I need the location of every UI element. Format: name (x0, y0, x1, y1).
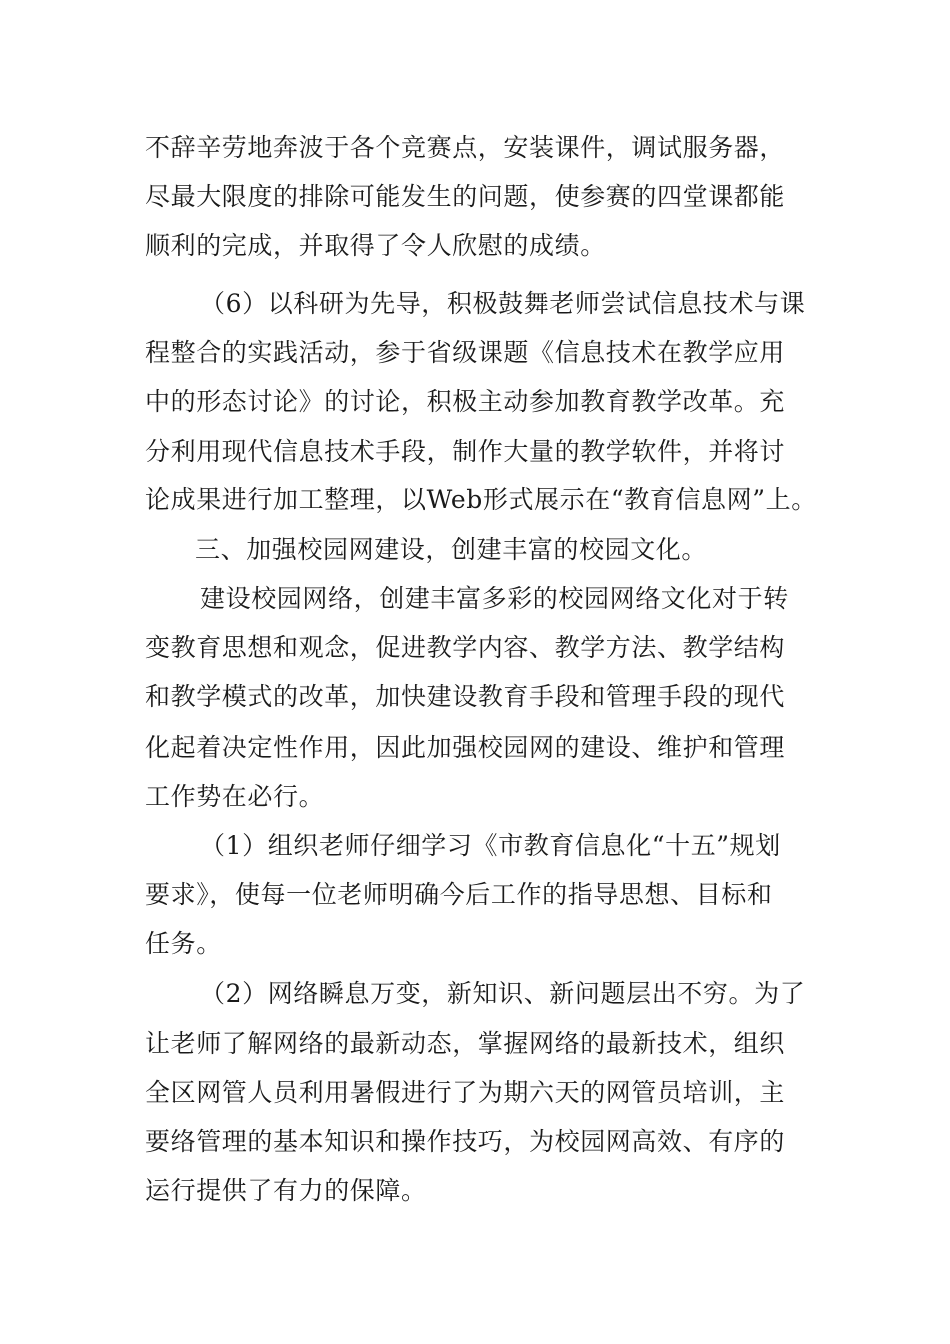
text-line: 工作势在必行。 (145, 782, 325, 811)
text-line: 要络管理的基本知识和操作技巧，为校园网高效、有序的 (145, 1127, 786, 1156)
text-line: 中的形态讨论》的讨论，积极主动参加教育教学改革。充 (145, 387, 786, 416)
text-line: 程整合的实践活动，参于省级课题《信息技术在教学应用 (145, 338, 786, 367)
text-line: 分利用现代信息技术手段，制作大量的教学软件，并将讨 (145, 437, 786, 466)
text-line: （1）组织老师仔细学习《市教育信息化“十五”规划 (200, 831, 781, 860)
text-line: 任务。 (145, 929, 222, 958)
text-line: 不辞辛劳地奔波于各个竞赛点，安装课件，调试服务器， (145, 133, 786, 162)
section-heading: 三、加强校园网建设，创建丰富的校园文化。 (195, 535, 708, 564)
text-line: 化起着决定性作用，因此加强校园网的建设、维护和管理 (145, 733, 786, 762)
text-line: （2）网络瞬息万变，新知识、新问题层出不穷。为了 (200, 979, 806, 1008)
text-line: 运行提供了有力的保障。 (145, 1176, 427, 1205)
text-line: 论成果进行加工整理，以Web形式展示在“教育信息网”上。 (145, 485, 817, 514)
text-line: 尽最大限度的排除可能发生的问题，使参赛的四堂课都能 (145, 182, 786, 211)
text-line: 让老师了解网络的最新动态，掌握网络的最新技术，组织 (145, 1029, 786, 1058)
text-line: 要求》，使每一位老师明确今后工作的指导思想、目标和 (145, 880, 773, 909)
text-line: 全区网管人员利用暑假进行了为期六天的网管员培训，主 (145, 1078, 786, 1107)
text-line: 建设校园网络，创建丰富多彩的校园网络文化对于转 (200, 584, 789, 613)
text-line: 和教学模式的改革，加快建设教育手段和管理手段的现代 (145, 682, 786, 711)
text-line: （6）以科研为先导，积极鼓舞老师尝试信息技术与课 (200, 289, 806, 318)
text-line: 变教育思想和观念，促进教学内容、教学方法、教学结构 (145, 633, 786, 662)
text-line: 顺利的完成，并取得了令人欣慰的成绩。 (145, 231, 606, 260)
